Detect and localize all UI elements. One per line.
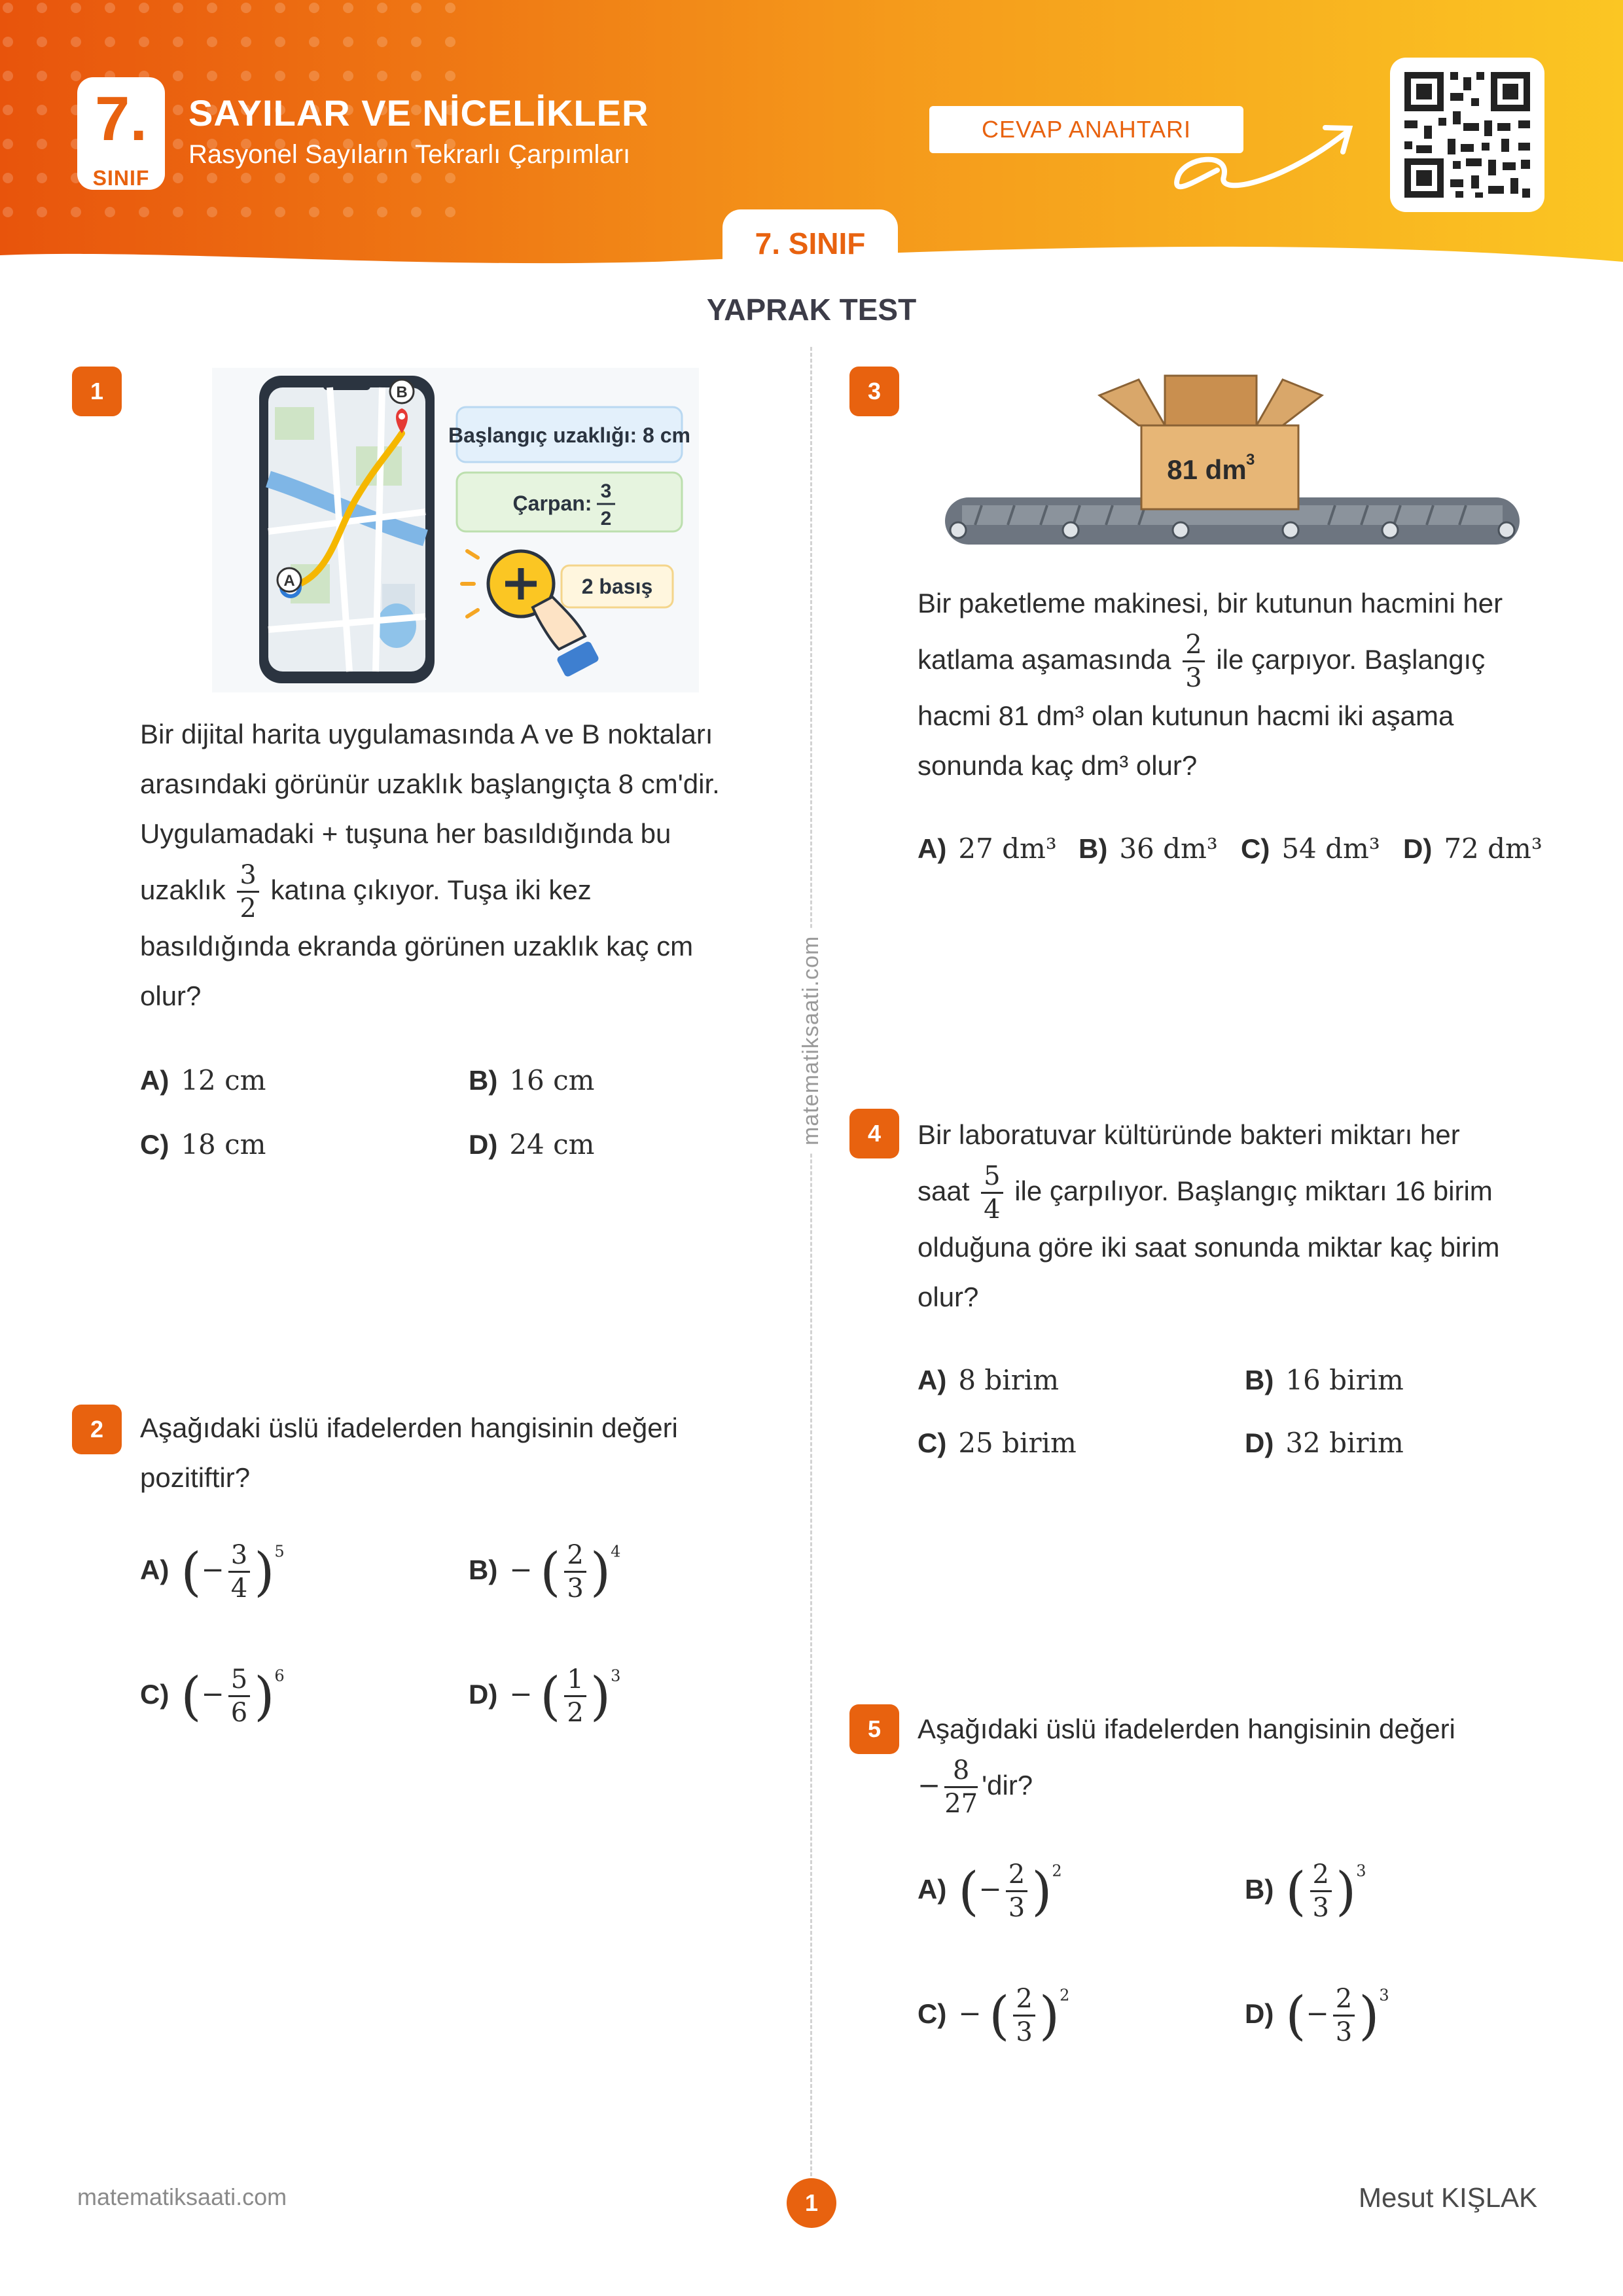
q1-option-d[interactable]: D) 24 cm — [469, 1128, 595, 1160]
grade-number: 7. — [94, 84, 148, 154]
q1-option-a[interactable]: A) 12 cm — [140, 1064, 266, 1096]
column-divider — [810, 347, 812, 2206]
q1-press-count-label: 2 basış — [581, 575, 653, 598]
grade-badge — [77, 77, 165, 190]
svg-text:A: A — [283, 572, 295, 590]
side-watermark: matematiksaati.com — [798, 890, 824, 1152]
svg-text:B: B — [396, 384, 408, 401]
footer-author: Mesut KIŞLAK — [1359, 2182, 1538, 2213]
q2-text: Aşağıdaki üslü ifadelerden hangisinin değeri pozitiftir? — [140, 1412, 678, 1493]
q3-text: Bir paketleme makinesi, bir kutunun hacmini her katlama aşamasında $\frac{2}{3}$ ile çarpıyor. Başlangıç hacmi 81 dm³ olan kutunun hacmi iki aşama sonunda kaç dm³ olur? — [918, 588, 1503, 781]
q5-option-a[interactable]: A) (− $\frac{2}{3}$ )$^2$ — [918, 1859, 1062, 1923]
page-number: 1 — [787, 2178, 836, 2228]
question-number-3: 3 — [849, 367, 899, 416]
unit-title: SAYILAR VE NİCELİKLER — [188, 92, 649, 134]
answer-key-button[interactable]: CEVAP ANAHTARI — [929, 106, 1243, 153]
q1-text: Bir dijital harita uygulamasında A ve B noktaları arasındaki görünür uzaklık başlangıçta 8 cm'dir. Uygulamadaki + tuşuna her basıldığında bu uzaklık $\frac{3}{2}$ katına çıkıyor. Tuşa iki kez basıldığında ekranda görünen uzaklık kaç cm olur? — [140, 719, 720, 1011]
q4-text: Bir laboratuvar kültüründe bakteri miktarı her saat $\frac{5}{4}$ ile çarpılıyor. Başlangıç miktarı 16 birim olduğuna göre iki saat sonunda miktar kaç birim olur? — [918, 1119, 1500, 1312]
question-number-1: 1 — [72, 367, 122, 416]
q2-option-b[interactable]: B) − ( $\frac{2}{3}$ )$^4$ — [469, 1540, 621, 1604]
q1-option-b[interactable]: B) 16 cm — [469, 1064, 595, 1096]
q2-option-d[interactable]: D) − ( $\frac{1}{2}$ )$^3$ — [469, 1664, 621, 1728]
question-number-2: 2 — [72, 1405, 122, 1454]
question-number-5: 5 — [849, 1704, 899, 1754]
q5-option-c[interactable]: C) − ( $\frac{2}{3}$ )$^2$ — [918, 1984, 1070, 2047]
svg-text:2: 2 — [600, 508, 612, 529]
grade-label: SINIF — [92, 166, 150, 190]
q2-option-c[interactable]: C) (− $\frac{5}{6}$ )$^6$ — [140, 1664, 285, 1728]
svg-text:3: 3 — [600, 480, 612, 502]
svg-text:3: 3 — [1246, 451, 1255, 469]
q3-option-c[interactable]: C) 54 dm³ — [1241, 833, 1380, 865]
q5-text: Aşağıdaki üslü ifadelerden hangisinin değeri − $\frac{8}{27}$ 'dir? — [918, 1713, 1455, 1820]
q4-option-b[interactable]: B) 16 birim — [1245, 1364, 1404, 1396]
unit-subtitle: Rasyonel Sayıların Tekrarlı Çarpımları — [188, 140, 631, 169]
question-number-4: 4 — [849, 1109, 899, 1158]
q4-option-c[interactable]: C) 25 birim — [918, 1427, 1077, 1459]
q3-conveyor-illustration — [942, 367, 1522, 551]
q4-option-a[interactable]: A) 8 birim — [918, 1364, 1060, 1396]
q5-option-d[interactable]: D) (− $\frac{2}{3}$ )$^3$ — [1245, 1984, 1389, 2047]
q4-option-d[interactable]: D) 32 birim — [1245, 1427, 1404, 1459]
q3-box-label: 81 dm — [1167, 454, 1247, 485]
qr-code-icon[interactable] — [1390, 58, 1544, 212]
footer-site-link[interactable]: matematiksaati.com — [77, 2183, 287, 2210]
grade-tab: 7. SINIF — [722, 209, 898, 275]
q3-option-b[interactable]: B) 36 dm³ — [1079, 833, 1218, 865]
q3-option-d[interactable]: D) 72 dm³ — [1403, 833, 1543, 865]
q1-start-distance-label: Başlangıç uzaklığı: 8 cm — [448, 423, 690, 447]
q1-option-c[interactable]: C) 18 cm — [140, 1128, 266, 1160]
q3-option-a[interactable]: A) 27 dm³ — [918, 833, 1057, 865]
q5-option-b[interactable]: B) ( $\frac{2}{3}$ )$^3$ — [1245, 1859, 1366, 1923]
q2-option-a[interactable]: A) (− $\frac{3}{4}$ )$^5$ — [140, 1540, 285, 1604]
q1-multiplier-label: Çarpan: — [512, 492, 592, 515]
test-title: YAPRAK TEST — [706, 293, 917, 327]
q1-map-illustration — [212, 368, 699, 692]
